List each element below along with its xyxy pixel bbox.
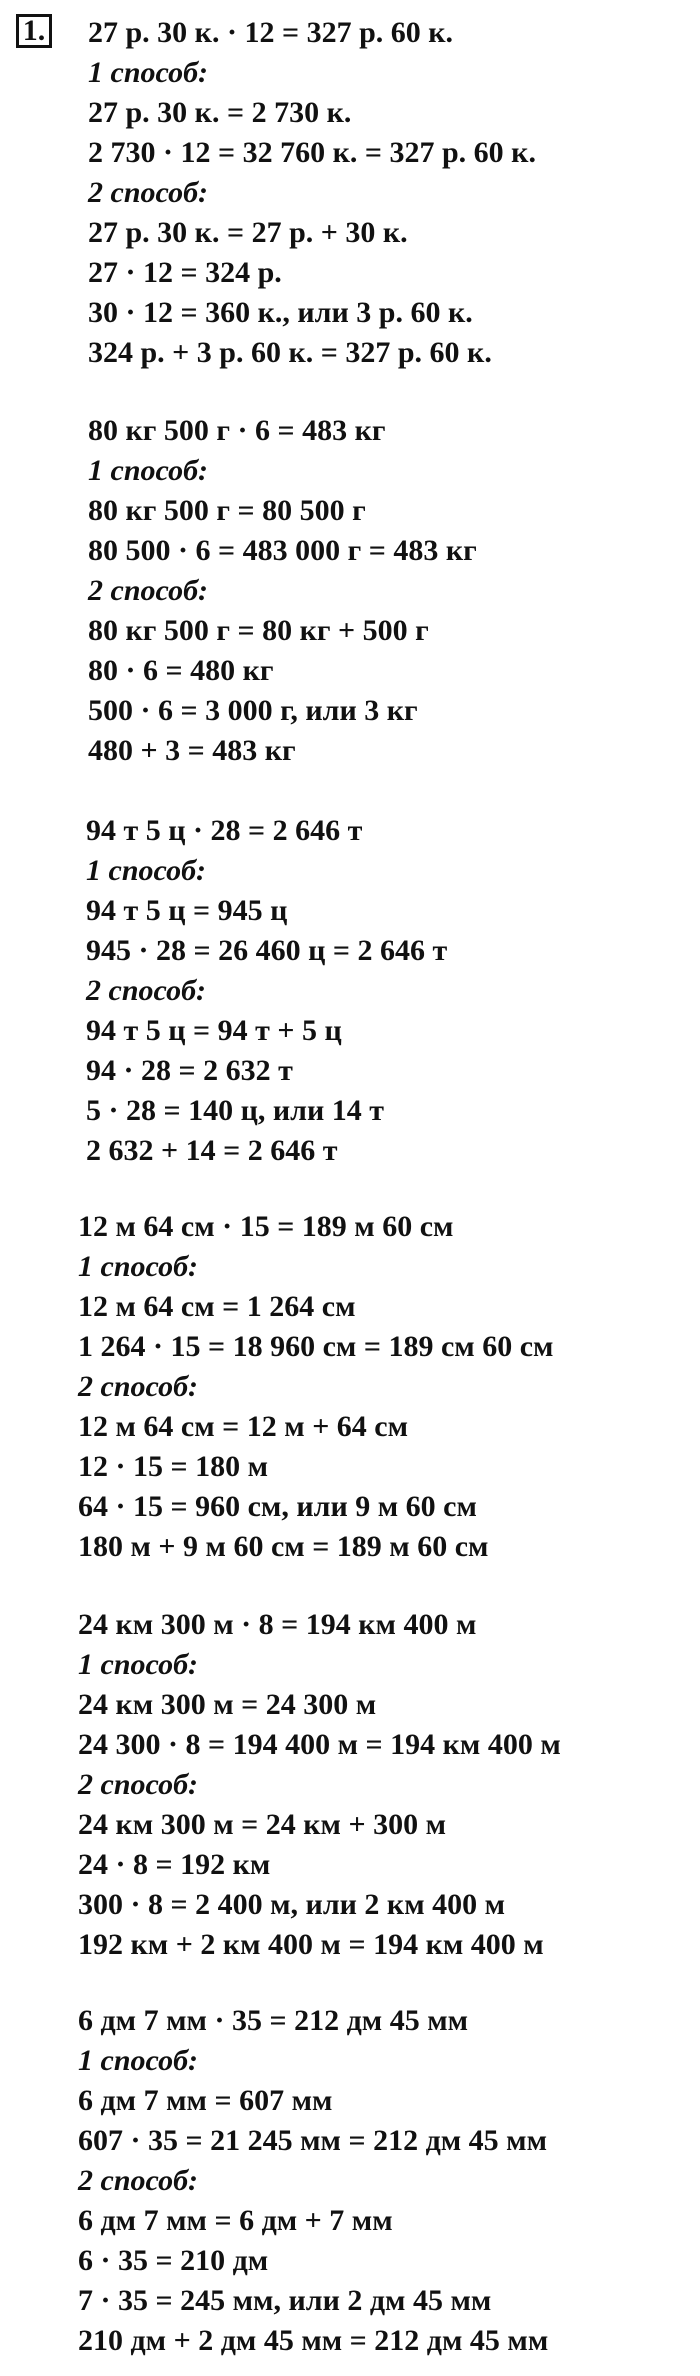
- solution-step: 2 632 + 14 = 2 646 т: [86, 1134, 338, 1167]
- solution-step: 324 р. + 3 р. 60 к. = 327 р. 60 к.: [88, 336, 492, 369]
- task-number-box: 1.: [16, 14, 52, 48]
- solution-step: 64 · 15 = 960 см, или 9 м 60 см: [78, 1490, 477, 1523]
- solution-step: 24 км 300 м = 24 км + 300 м: [78, 1808, 446, 1841]
- method-heading: 2 способ:: [88, 574, 209, 607]
- solution-step: 945 · 28 = 26 460 ц = 2 646 т: [86, 934, 448, 967]
- solution-step: 80 500 · 6 = 483 000 г = 483 кг: [88, 534, 477, 567]
- problem-expression: 27 р. 30 к. · 12 = 327 р. 60 к.: [88, 16, 454, 49]
- solution-step: 12 м 64 см = 1 264 см: [78, 1290, 356, 1323]
- solution-step: 80 кг 500 г = 80 500 г: [88, 494, 366, 527]
- solution-step: 80 · 6 = 480 кг: [88, 654, 274, 687]
- solution-step: 500 · 6 = 3 000 г, или 3 кг: [88, 694, 418, 727]
- solution-step: 80 кг 500 г = 80 кг + 500 г: [88, 614, 429, 647]
- solution-step: 6 дм 7 мм = 607 мм: [78, 2084, 333, 2117]
- solution-step: 94 т 5 ц = 945 ц: [86, 894, 288, 927]
- solution-step: 5 · 28 = 140 ц, или 14 т: [86, 1094, 385, 1127]
- method-heading: 2 способ:: [88, 176, 209, 209]
- solution-step: 6 дм 7 мм = 6 дм + 7 мм: [78, 2204, 393, 2237]
- solution-step: 94 · 28 = 2 632 т: [86, 1054, 293, 1087]
- solution-step: 180 м + 9 м 60 см = 189 м 60 см: [78, 1530, 489, 1563]
- solution-step: 6 · 35 = 210 дм: [78, 2244, 269, 2277]
- method-heading: 2 способ:: [86, 974, 207, 1007]
- solution-step: 2 730 · 12 = 32 760 к. = 327 р. 60 к.: [88, 136, 536, 169]
- solution-step: 27 р. 30 к. = 27 р. + 30 к.: [88, 216, 408, 249]
- solution-step: 300 · 8 = 2 400 м, или 2 км 400 м: [78, 1888, 506, 1921]
- method-heading: 1 способ:: [78, 2044, 199, 2077]
- solution-step: 94 т 5 ц = 94 т + 5 ц: [86, 1014, 342, 1047]
- method-heading: 1 способ:: [86, 854, 207, 887]
- solution-step: 27 · 12 = 324 р.: [88, 256, 282, 289]
- problem-expression: 80 кг 500 г · 6 = 483 кг: [88, 414, 386, 447]
- problem-expression: 12 м 64 см · 15 = 189 м 60 см: [78, 1210, 454, 1243]
- solution-step: 24 300 · 8 = 194 400 м = 194 км 400 м: [78, 1728, 561, 1761]
- solution-step: 607 · 35 = 21 245 мм = 212 дм 45 мм: [78, 2124, 548, 2157]
- solution-step: 192 км + 2 км 400 м = 194 км 400 м: [78, 1928, 544, 1961]
- method-heading: 1 способ:: [88, 56, 209, 89]
- problem-expression: 6 дм 7 мм · 35 = 212 дм 45 мм: [78, 2004, 469, 2037]
- solution-step: 30 · 12 = 360 к., или 3 р. 60 к.: [88, 296, 473, 329]
- solution-step: 7 · 35 = 245 мм, или 2 дм 45 мм: [78, 2284, 492, 2317]
- solution-step: 1 264 · 15 = 18 960 см = 189 см 60 см: [78, 1330, 554, 1363]
- method-heading: 1 способ:: [78, 1250, 199, 1283]
- method-heading: 1 способ:: [88, 454, 209, 487]
- solution-step: 27 р. 30 к. = 2 730 к.: [88, 96, 352, 129]
- solution-step: 12 м 64 см = 12 м + 64 см: [78, 1410, 409, 1443]
- solution-step: 480 + 3 = 483 кг: [88, 734, 296, 767]
- problem-expression: 94 т 5 ц · 28 = 2 646 т: [86, 814, 363, 847]
- solution-step: 24 км 300 м = 24 300 м: [78, 1688, 377, 1721]
- method-heading: 1 способ:: [78, 1648, 199, 1681]
- solution-step: 24 · 8 = 192 км: [78, 1848, 271, 1881]
- solution-step: 210 дм + 2 дм 45 мм = 212 дм 45 мм: [78, 2324, 549, 2357]
- method-heading: 2 способ:: [78, 2164, 199, 2197]
- method-heading: 2 способ:: [78, 1370, 199, 1403]
- problem-expression: 24 км 300 м · 8 = 194 км 400 м: [78, 1608, 477, 1641]
- solution-step: 12 · 15 = 180 м: [78, 1450, 269, 1483]
- method-heading: 2 способ:: [78, 1768, 199, 1801]
